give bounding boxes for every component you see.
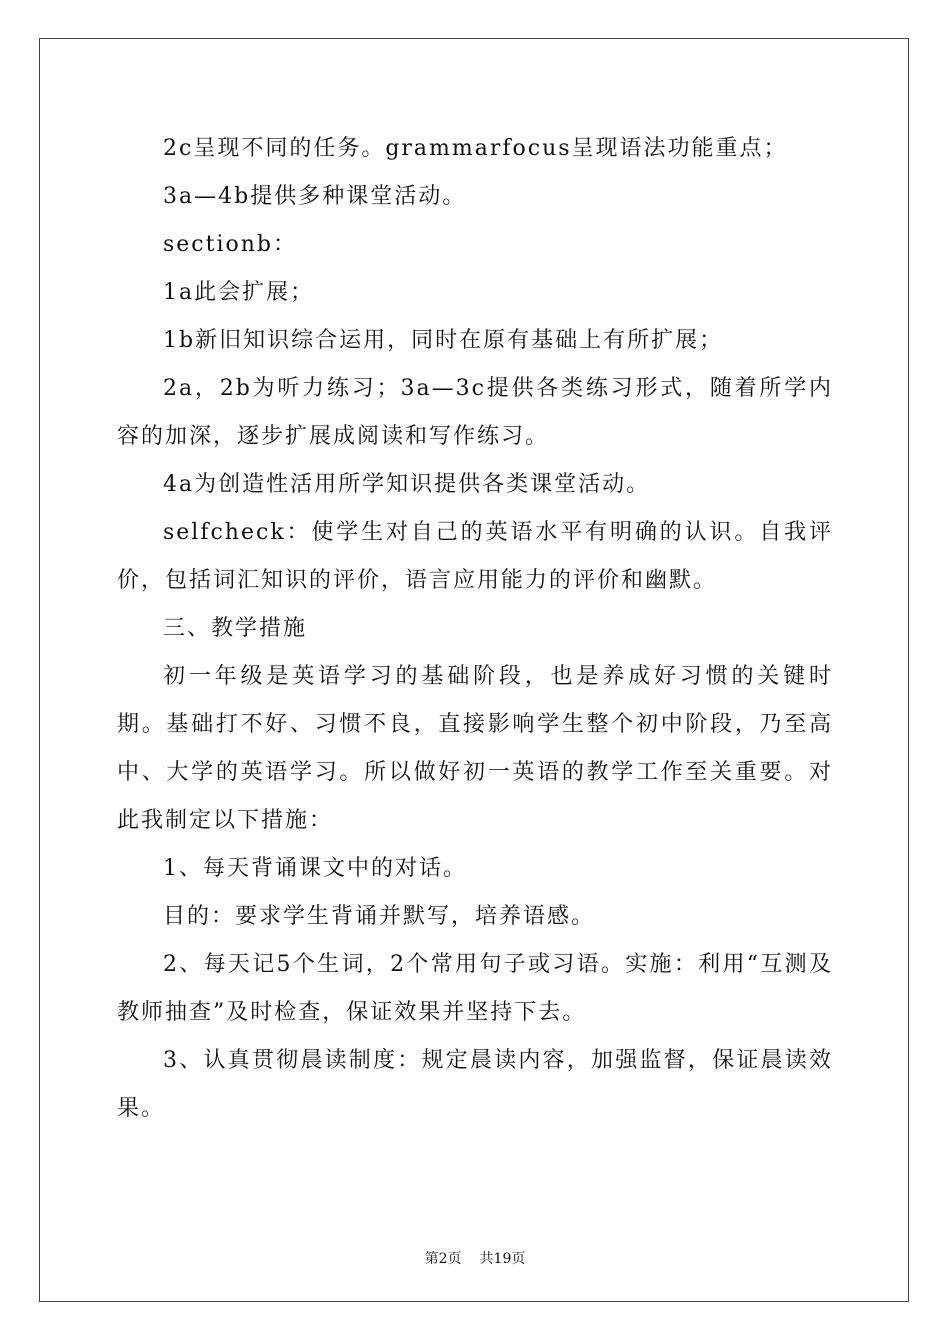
paragraph: 2、每天记5个生词，2个常用句子或习语。实施：利用“互测及教师抽查”及时检查，保证效果并坚持下去。: [117, 952, 833, 1025]
page-footer: [0, 1248, 950, 1268]
page-total: 共19页: [479, 1251, 526, 1267]
paragraph: 目的：要求学生背诵并默写，培养语感。: [163, 904, 596, 929]
paragraph: 1b新旧知识综合运用，同时在原有基础上有所扩展；: [163, 328, 724, 353]
section-heading: 三、教学措施: [163, 616, 308, 641]
paragraph: 2c呈现不同的任务。grammarfocus呈现语法功能重点；: [163, 136, 788, 161]
paragraph: 初一年级是英语学习的基础阶段，也是养成好习惯的关键时期。基础打不好、习惯不良，直接影响学生整个初中阶段，乃至高中、大学的英语学习。所以做好初一英语的教学工作至关重要。对此我制定以下措施：: [117, 664, 833, 833]
paragraph: sectionb：: [163, 232, 298, 257]
document-body: [117, 125, 833, 1133]
paragraph: 3、认真贯彻晨读制度：规定晨读内容，加强监督，保证晨读效果。: [117, 1048, 833, 1121]
paragraph: 3a—4b提供多种课堂活动。: [163, 184, 467, 209]
paragraph: 1、每天背诵课文中的对话。: [163, 856, 467, 881]
paragraph: 1a此会扩展；: [163, 280, 315, 305]
paragraph: 2a，2b为听力练习；3a—3c提供各类练习形式，随着所学内容的加深，逐步扩展成阅读和写作练习。: [117, 376, 833, 449]
paragraph: 4a为创造性活用所学知识提供各类课堂活动。: [163, 472, 651, 497]
page-number: 第2页: [424, 1251, 462, 1267]
paragraph: selfcheck：使学生对自己的英语水平有明确的认识。自我评价，包括词汇知识的评价，语言应用能力的评价和幽默。: [117, 520, 833, 593]
